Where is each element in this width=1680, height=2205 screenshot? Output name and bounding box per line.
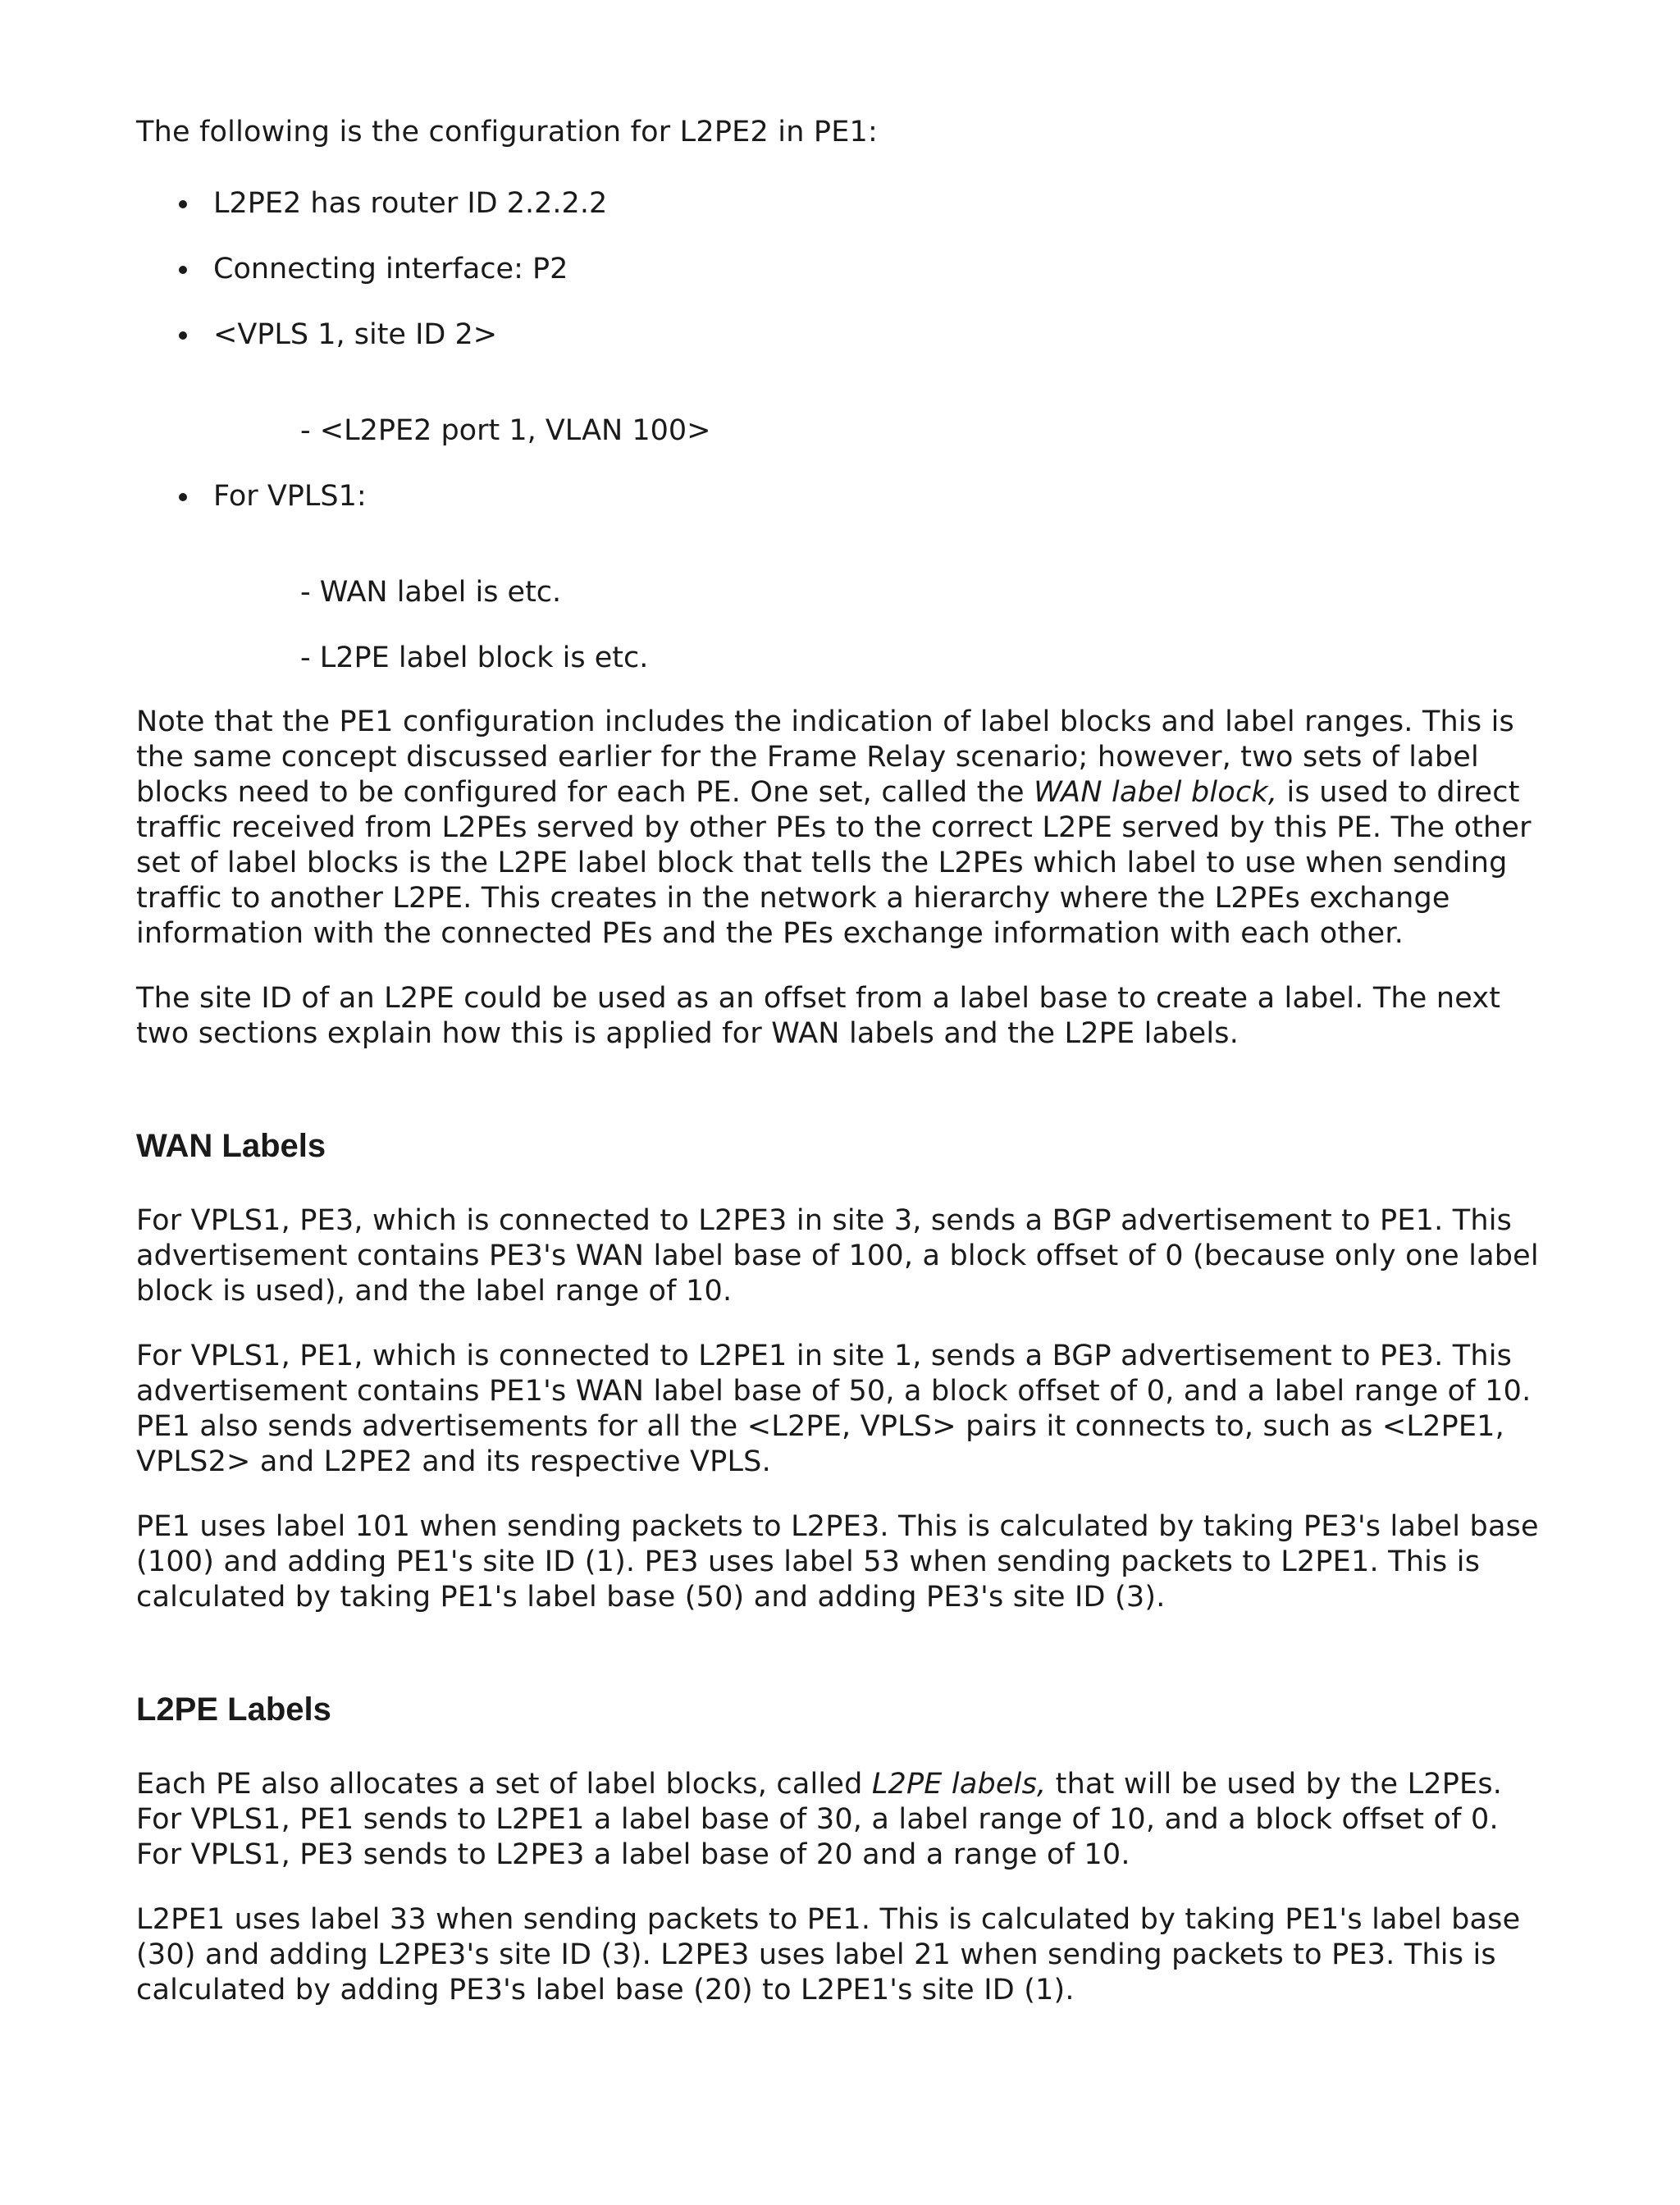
- intro-paragraph: The following is the configuration for L2PE2 in PE1:: [136, 116, 878, 148]
- wan-paragraph-2: For VPLS1, PE1, which is connected to L2PE1 in site 1, sends a BGP advertisement to PE3. This advertisement contains PE1's WAN label base of 50, a block offset of 0, and a label range of 10. PE1 also sends advertisements for all the <L2PE, VPLS> pairs it connects to, such as <L2PE1, VPLS2> and L2PE2 and its respective VPLS.: [136, 1340, 1532, 1478]
- wan-labels-heading: WAN Labels: [136, 1128, 326, 1164]
- wan-label-block-term: WAN label block,: [1034, 776, 1278, 809]
- sub-item: - <L2PE2 port 1, VLAN 100>: [300, 414, 711, 447]
- wan-paragraph-3: PE1 uses label 101 when sending packets to L2PE3. This is calculated by taking PE3's label base (100) and adding PE1's site ID (1). PE3 uses label 53 when sending packets to L2PE1. This is calculated by taking PE1's label base (50) and adding PE3's site ID (3).: [136, 1510, 1539, 1614]
- l2pe-labels-heading: L2PE Labels: [136, 1691, 331, 1728]
- bullet-icon: [179, 493, 187, 501]
- list-item: [136, 252, 1547, 287]
- note-text-end: is used to direct traffic received from L2PEs served by other PEs to the correct L2PE served by this PE. The other set of label blocks is the L2PE label block that tells the L2PEs which label to use when sending traffic to another L2PE. This creates in the network a hierarchy where the L2PEs exchange information with the connected PEs and the PEs exchange information with each other.: [136, 776, 1532, 950]
- note-text-start: Note that the PE1 configuration includes the indication of label blocks and label ranges. This is the same concept discussed earlier for the Frame Relay scenario; however, two sets of label blocks need to be configured for each PE. One set, called the: [136, 705, 1514, 809]
- note-paragraph: [136, 705, 1547, 952]
- list-item-text: L2PE2 has router ID 2.2.2.2: [213, 187, 608, 220]
- sub-item: - L2PE label block is etc.: [300, 641, 649, 674]
- list-item: [136, 479, 1547, 514]
- l2pe-text-start: Each PE also allocates a set of label blocks, called: [136, 1768, 872, 1801]
- vpls-list: [136, 479, 1547, 514]
- bullet-icon: [179, 266, 187, 274]
- list-item-text: For VPLS1:: [213, 480, 367, 513]
- config-list: [136, 186, 1547, 353]
- sub-item: - WAN label is etc.: [300, 576, 562, 609]
- list-item: [136, 317, 1547, 353]
- l2pe-text-end: that will be used by the L2PEs. For VPLS1, PE1 sends to L2PE1 a label base of 30, a label range of 10, and a block offset of 0. For VPLS1, PE3 sends to L2PE3 a label base of 20 and a range of 10.: [136, 1768, 1503, 1871]
- list-item: [136, 186, 1547, 221]
- bullet-icon: [179, 331, 187, 340]
- list-item-text: <VPLS 1, site ID 2>: [213, 318, 498, 351]
- bullet-icon: [179, 200, 187, 208]
- l2pe-paragraph-2: L2PE1 uses label 33 when sending packets to PE1. This is calculated by taking PE1's label base (30) and adding L2PE3's site ID (3). L2PE3 uses label 21 when sending packets to PE3. This is calculated by adding PE3's label base (20) to L2PE1's site ID (1).: [136, 1903, 1521, 2006]
- l2pe-labels-term: L2PE labels,: [871, 1768, 1047, 1801]
- site-id-paragraph: The site ID of an L2PE could be used as an offset from a label base to create a label. The next two sections explain how this is applied for WAN labels and the L2PE labels.: [136, 982, 1501, 1050]
- wan-paragraph-1: For VPLS1, PE3, which is connected to L2PE3 in site 3, sends a BGP advertisement to PE1. This advertisement contains PE3's WAN label base of 100, a block offset of 0 (because only one label block is used), and the label range of 10.: [136, 1204, 1539, 1308]
- l2pe-paragraph-1: [136, 1767, 1547, 1873]
- list-item-text: Connecting interface: P2: [213, 253, 568, 285]
- document-page: [136, 115, 1547, 2008]
